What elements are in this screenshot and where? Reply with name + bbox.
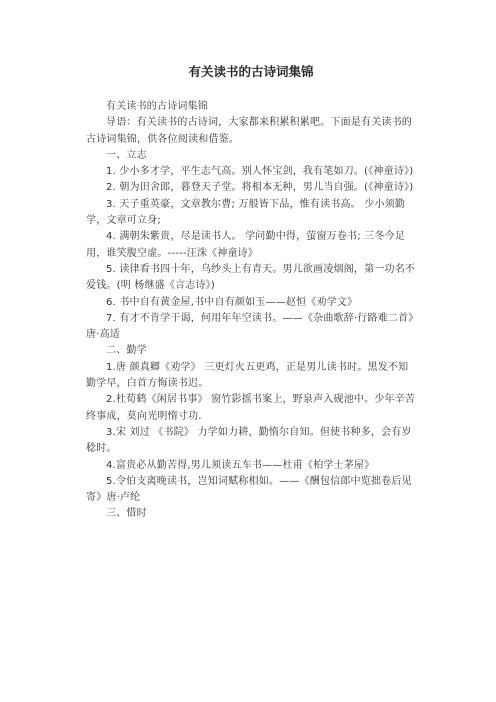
poem-item: 7. 有才不肯学干谒，何用年年空读书。——《杂曲歌辞·行路难二首》唐·高适	[86, 312, 414, 341]
poem-item: 3. 天子重英豪，文章教尔曹; 万般皆下品，惟有读书高。 少小须勤学，文章可立身;	[86, 198, 406, 227]
section-heading-xishi: 三、惜时	[106, 508, 147, 520]
poem-item: 4.富贵必从勤苦得,男儿须读五车书——杜甫《柏学士茅屋》	[106, 459, 375, 471]
poem-item: 5.令伯支离晚读书，岂知词赋称相如。——《酬包信郎中览拙卷后见寄》唐·卢纶	[86, 475, 412, 504]
poem-item: 6. 书中自有黄金屋,书中自有颜如玉——赵恒《劝学文》	[106, 296, 358, 308]
poem-item: 3.宋 刘过 《书院》 力学如力耕，勤惰尔自知。但使书种多，会有岁稔时。	[86, 426, 412, 455]
poem-item: 2.杜荀鹤《闲居书事》 窗竹影摇书案上，野泉声入砚池中。少年辛苦终事成，莫向光明惰寸功.	[86, 394, 416, 422]
poem-item: 1.唐 颜真卿《劝学》 三更灯火五更鸡，正是男儿读书时。黑发不知勤学早，白首方悔读书迟。	[86, 361, 409, 390]
document-body	[86, 99, 416, 523]
section-heading-qinxue: 二、勤学	[106, 345, 147, 357]
section-heading-lizhi: 一、立志	[106, 149, 147, 161]
poem-item: 2. 朝为田舍郎，暮登天子堂。将相本无种，男儿当自强。(《神童诗》)	[106, 182, 414, 194]
poem-item: 4. 满朝朱紫贵，尽是读书人。 学问勤中得，萤窗万卷书; 三冬今足用，谁笑腹空虚。-----汪洙《神童诗》	[86, 231, 406, 259]
intro-heading: 有关读书的古诗词集锦	[106, 101, 208, 112]
document-title: 有关读书的古诗词集锦	[188, 64, 314, 79]
poem-item: 1. 少小多才学，平生志气高。别人怀宝剑，我有笔如刀。(《神童诗》)	[106, 166, 414, 178]
intro-paragraph: 导语：有关读书的古诗词，大家都来积累积累吧。下面是有关读书的古诗词集锦，供各位阅读和借鉴。	[86, 117, 412, 145]
poem-item: 5. 读律看书四十年，乌纱头上有青天。男儿欲画凌烟阁，第一功名不爱钱。(明 杨继盛《言志诗》)	[86, 263, 416, 292]
